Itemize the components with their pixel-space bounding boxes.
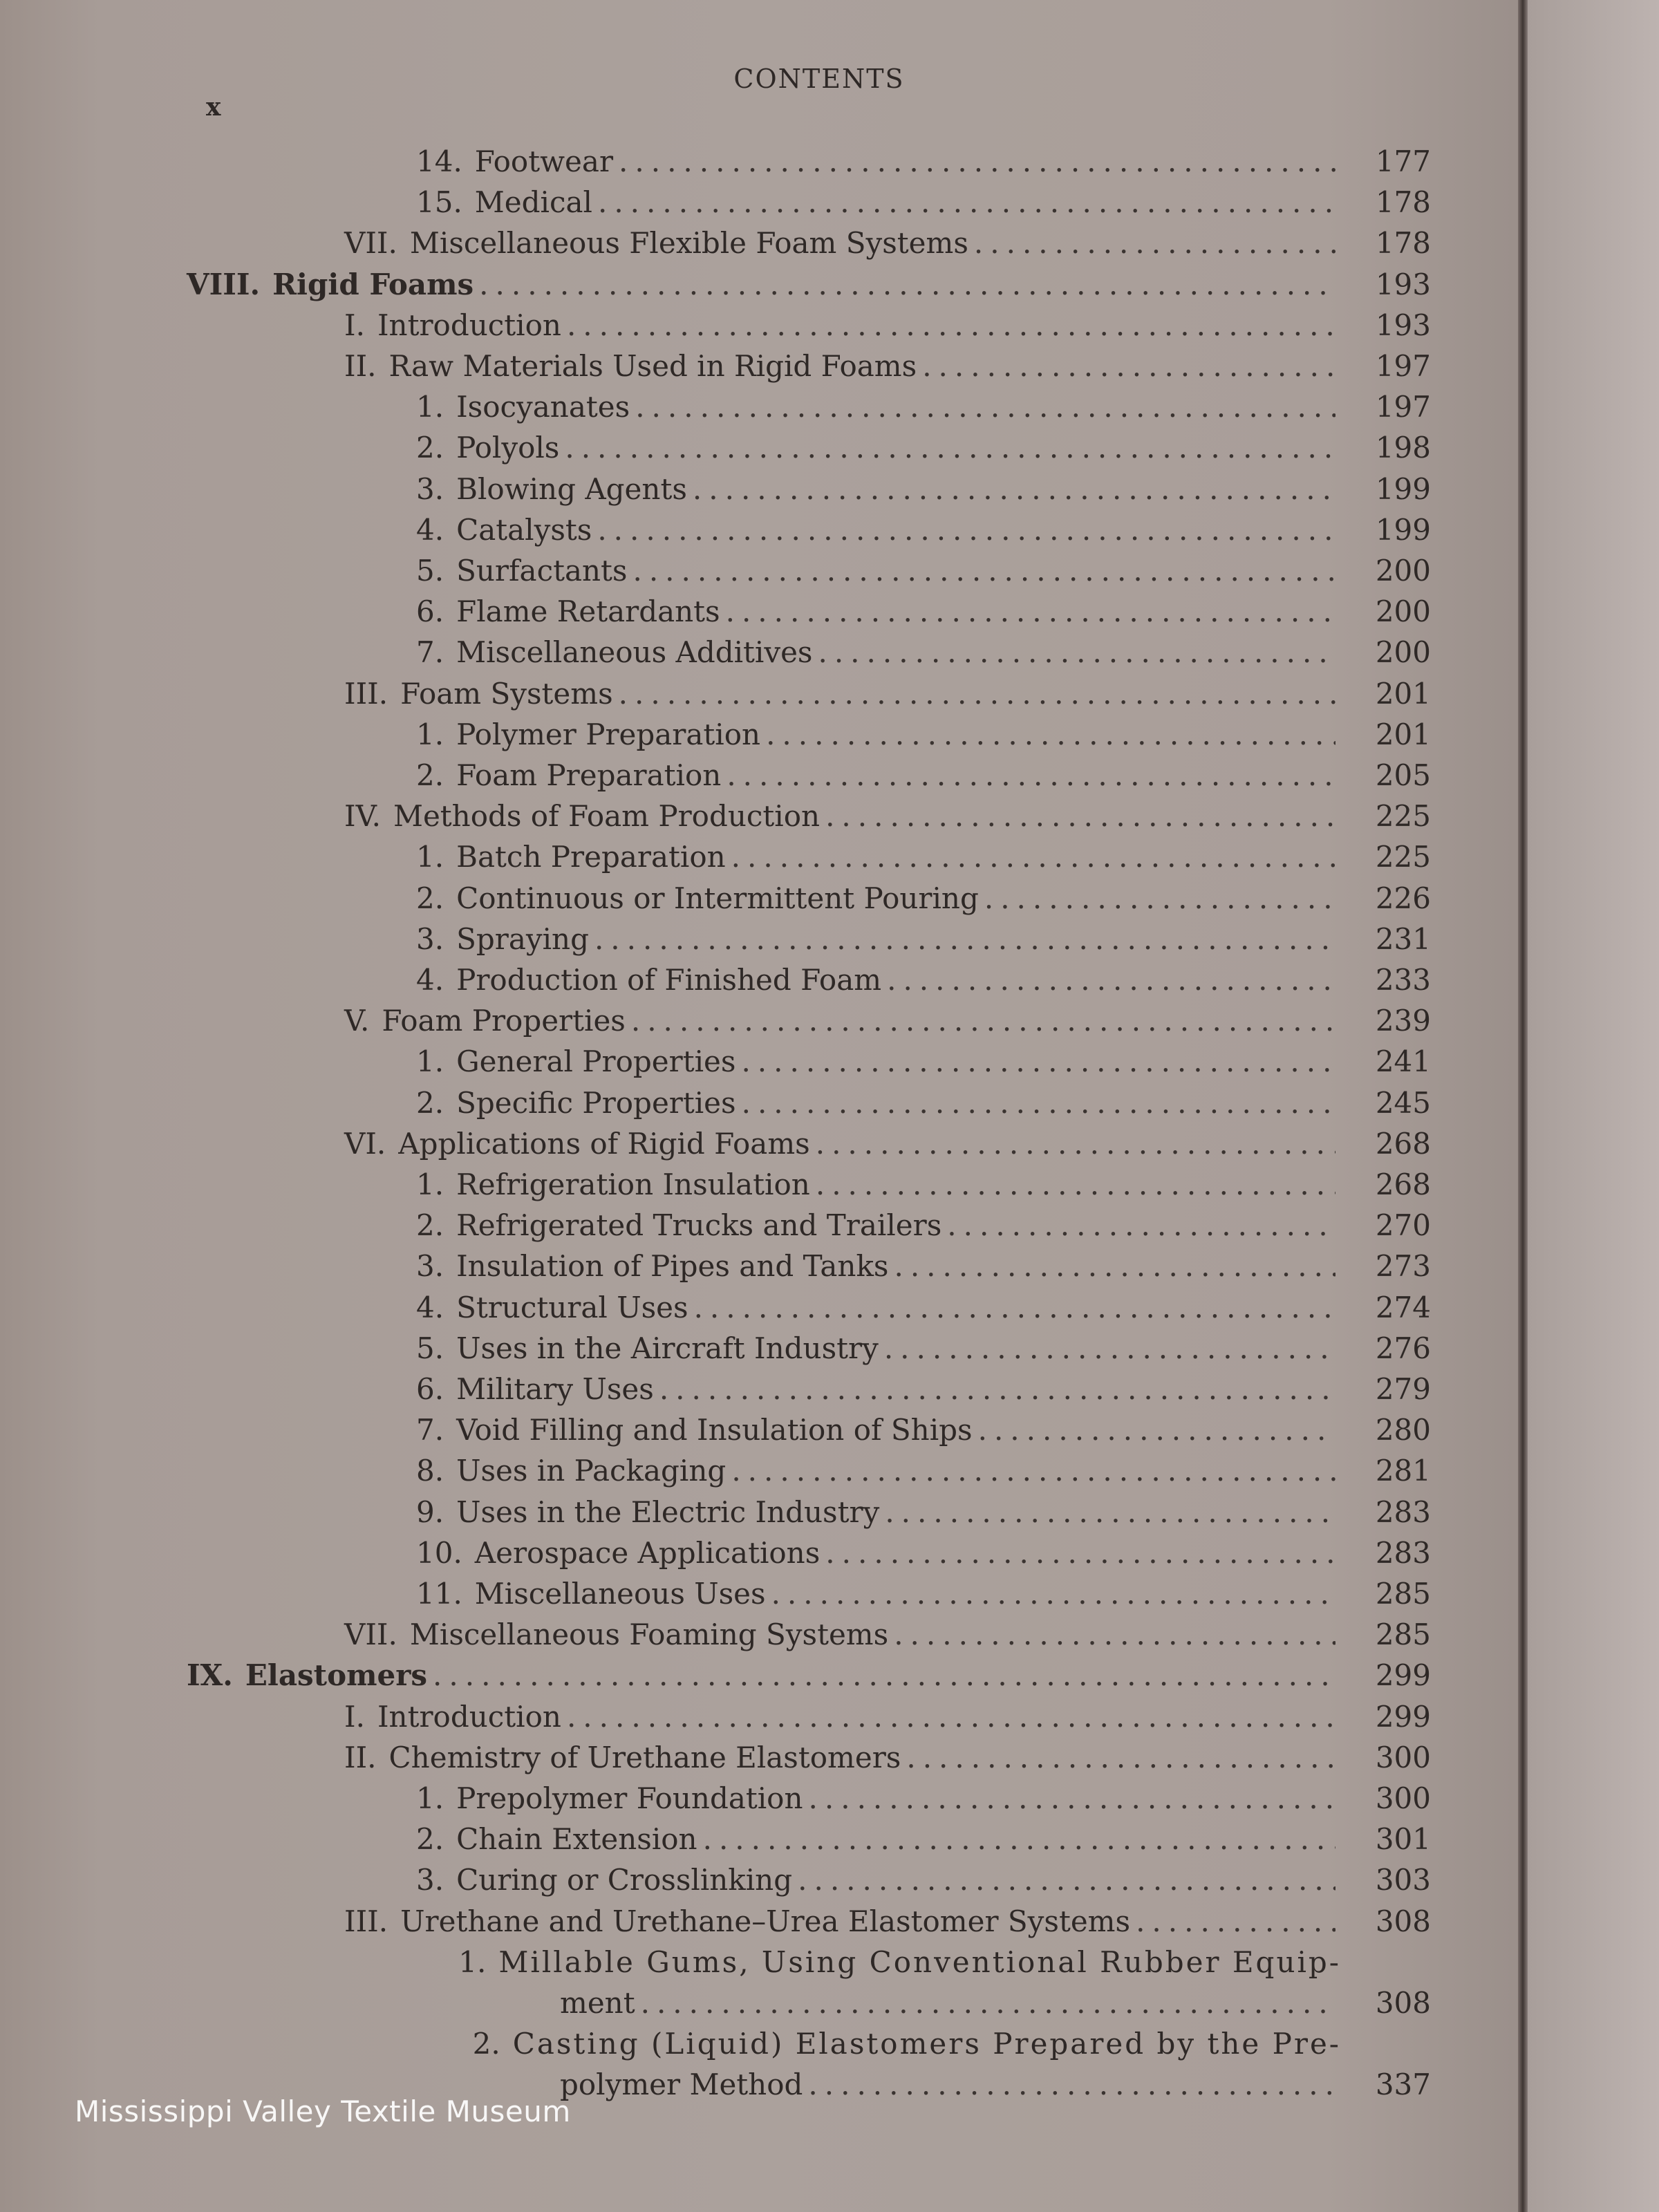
toc-entry: [416, 1246, 1341, 1286]
toc-entry-title: Chain Extension: [456, 1822, 697, 1857]
toc-entry-title: Flame Retardants: [456, 594, 720, 629]
toc-entry-number: III.: [344, 1904, 388, 1938]
toc-entry-page: 178: [1375, 185, 1431, 220]
dot-leader: [825, 1533, 1335, 1573]
dot-leader: [659, 1369, 1335, 1409]
toc-entry: [416, 1819, 1341, 1859]
toc-entry: [416, 1206, 1341, 1246]
dot-leader: [984, 879, 1335, 919]
toc-entry-number: 2.: [416, 431, 444, 465]
toc-entry-number: 1.: [416, 1168, 444, 1201]
toc-entry-number: IV.: [344, 799, 381, 834]
toc-entry-page: 268: [1375, 1126, 1431, 1161]
toc-entry-number: 6.: [416, 594, 444, 629]
toc-entry: [416, 182, 1341, 223]
toc-entry: [344, 223, 1341, 263]
toc-entry: [416, 1779, 1341, 1819]
toc-entry-number: VIII.: [187, 267, 261, 301]
toc-entry-number: 8.: [416, 1454, 444, 1488]
toc-entry-number: 5.: [416, 1331, 444, 1365]
toc-entry: [344, 1738, 1341, 1778]
toc-entry-page: 199: [1375, 471, 1431, 506]
toc-entry-title: ment: [560, 1986, 635, 2020]
toc-entry-title: Specific Properties: [456, 1085, 736, 1120]
toc-entry-title: Insulation of Pipes and Tanks: [456, 1249, 889, 1284]
toc-entry: [344, 674, 1341, 714]
toc-entry: [416, 715, 1341, 755]
toc-entry-title: Curing or Crosslinking: [456, 1863, 793, 1897]
toc-entry-page: 283: [1375, 1494, 1431, 1529]
toc-entry-number: VII.: [344, 1618, 397, 1652]
toc-entry: [416, 1451, 1341, 1491]
toc-entry-number: 4.: [416, 963, 444, 997]
toc-entry-number: IX.: [187, 1658, 233, 1693]
toc-entry: [344, 346, 1341, 386]
toc-entry: [187, 265, 1341, 305]
toc-entry-title: General Properties: [456, 1044, 736, 1079]
dot-leader: [641, 1983, 1335, 2023]
dot-leader: [567, 306, 1335, 346]
dot-leader: [798, 1860, 1335, 1900]
toc-entry-number: 2.: [416, 758, 444, 792]
dot-leader: [693, 469, 1335, 509]
toc-entry-page: 200: [1375, 594, 1431, 629]
toc-entry-page: 245: [1375, 1085, 1431, 1120]
toc-entry-number: VI.: [344, 1126, 386, 1161]
toc-entry-number: 2.: [416, 1208, 444, 1243]
toc-entry-title: Footwear: [474, 144, 614, 178]
toc-entry-page: 283: [1375, 1535, 1431, 1570]
toc-entry-page: 225: [1375, 799, 1431, 834]
toc-entry-number: 7.: [416, 1413, 444, 1447]
toc-entry-page: 239: [1375, 1004, 1431, 1038]
toc-entry-title: Uses in the Electric Industry: [456, 1494, 880, 1529]
dot-leader: [567, 1697, 1335, 1737]
toc-entry-title: Miscellaneous Flexible Foam Systems: [409, 226, 968, 261]
dot-leader: [742, 1083, 1335, 1123]
toc-entry-title: Applications of Rigid Foams: [398, 1126, 810, 1161]
toc-entry-page: 201: [1375, 676, 1431, 711]
toc-entry: [416, 428, 1341, 468]
dot-leader: [816, 1165, 1335, 1205]
toc-entry-page: 268: [1375, 1168, 1431, 1201]
dot-leader: [766, 715, 1335, 755]
dot-leader: [974, 223, 1335, 263]
toc-entry-number: 14.: [416, 144, 462, 178]
toc-entry-title: Elastomers: [245, 1658, 428, 1693]
toc-entry-number: 1.: [416, 390, 444, 424]
toc-entry-page: 177: [1375, 144, 1431, 178]
toc-entry-page: 337: [1375, 2068, 1431, 2102]
dot-leader: [632, 551, 1335, 591]
toc-entry-title: Military Uses: [456, 1372, 654, 1406]
toc-entry-page: 193: [1375, 308, 1431, 342]
toc-entry-number: 1.: [458, 1944, 487, 1979]
toc-entry: [416, 551, 1341, 591]
toc-entry-title: Foam Systems: [400, 676, 613, 711]
toc-entry: [416, 756, 1341, 796]
toc-entry-number: 11.: [416, 1577, 462, 1611]
toc-entry-title: Aerospace Applications: [474, 1535, 821, 1570]
toc-entry-title: Refrigeration Insulation: [456, 1168, 810, 1201]
toc-entry-page: 276: [1375, 1331, 1431, 1365]
toc-entry-number: 10.: [416, 1535, 462, 1570]
toc-entry-page: 198: [1375, 431, 1431, 465]
dot-leader: [433, 1656, 1335, 1696]
dot-leader: [978, 1410, 1335, 1450]
watermark: Mississippi Valley Textile Museum: [75, 2094, 571, 2128]
toc-entry-title: Miscellaneous Uses: [474, 1577, 766, 1611]
toc-entry-page: 201: [1375, 717, 1431, 751]
toc-entry-number: 2.: [472, 2027, 500, 2061]
toc-entry-title: Isocyanates: [456, 390, 630, 424]
toc-entry: [416, 1165, 1341, 1205]
toc-entry-title: Uses in the Aircraft Industry: [456, 1331, 879, 1365]
toc-entry-page: 200: [1375, 554, 1431, 588]
toc-entry-number: 1.: [416, 1781, 444, 1815]
toc-entry-title: Prepolymer Foundation: [456, 1781, 803, 1815]
toc-entry-title: polymer Method: [560, 2068, 803, 2102]
dot-leader: [818, 632, 1335, 673]
toc-entry-number: 4.: [416, 1290, 444, 1324]
toc-entry-title: Introduction: [377, 308, 561, 342]
toc-entry-title: Blowing Agents: [456, 471, 687, 506]
toc-entry-page: 274: [1375, 1290, 1431, 1324]
toc-entry-number: 5.: [416, 554, 444, 588]
toc-entry-number: I.: [344, 308, 365, 342]
dot-leader: [816, 1124, 1335, 1164]
toc-entry-title: Urethane and Urethane–Urea Elastomer Systems: [400, 1904, 1131, 1938]
toc-entry-page: 281: [1375, 1454, 1431, 1488]
dot-leader: [825, 796, 1335, 836]
toc-entry: [344, 306, 1341, 346]
toc-entry: [416, 1083, 1341, 1123]
toc-entry-page: 233: [1375, 963, 1431, 997]
dot-leader: [922, 346, 1335, 386]
dot-leader: [741, 1042, 1335, 1082]
toc-entry-number: 15.: [416, 185, 462, 220]
toc-entry-page: 303: [1375, 1863, 1431, 1897]
dot-leader: [726, 592, 1335, 632]
toc-entry-page: 231: [1375, 921, 1431, 956]
dot-leader: [619, 142, 1335, 182]
running-head: CONTENTS: [733, 64, 905, 94]
toc-entry-page: 199: [1375, 512, 1431, 547]
toc-entry-page: 300: [1375, 1781, 1431, 1815]
toc-entry-title: Void Filling and Insulation of Ships: [456, 1413, 973, 1447]
toc-entry-page: 178: [1375, 226, 1431, 261]
toc-entry-number: II.: [344, 1740, 377, 1774]
toc-entry-number: 2.: [416, 1085, 444, 1120]
toc-entry-page: 241: [1375, 1044, 1431, 1079]
toc-entry-number: 1.: [416, 717, 444, 751]
toc-entry-title: Foam Preparation: [456, 758, 722, 792]
toc-entry: [416, 142, 1341, 182]
toc-entry-page: 197: [1375, 349, 1431, 383]
toc-entry-title: Millable Gums, Using Conventional Rubber Equip-: [498, 1944, 1341, 1979]
toc-entry-number: 3.: [416, 471, 444, 506]
dot-leader: [947, 1206, 1335, 1246]
toc-entry: [560, 2065, 1341, 2105]
dot-leader: [479, 265, 1335, 305]
dot-leader: [894, 1615, 1335, 1655]
toc-entry: [344, 796, 1341, 836]
dot-leader: [703, 1819, 1335, 1859]
toc-entry: [416, 1042, 1341, 1082]
toc-entry-number: 3.: [416, 921, 444, 956]
toc-entry: [416, 960, 1341, 1000]
toc-entry-page: 200: [1375, 635, 1431, 670]
toc-entry-page: 225: [1375, 840, 1431, 874]
toc-entry-number: 6.: [416, 1372, 444, 1406]
dot-leader: [594, 919, 1335, 959]
toc-entry-page: 280: [1375, 1413, 1431, 1447]
dot-leader: [906, 1738, 1335, 1778]
toc-entry-page: 193: [1375, 267, 1431, 301]
toc-entry: [344, 1697, 1341, 1737]
toc-entry-page: 270: [1375, 1208, 1431, 1243]
toc-entry-page: 205: [1375, 758, 1431, 792]
toc-entry-page: 299: [1375, 1658, 1431, 1693]
toc-entry: [416, 510, 1341, 550]
toc-entry-title: Miscellaneous Additives: [456, 635, 813, 670]
toc-entry-number: III.: [344, 676, 388, 711]
dot-leader: [1136, 1902, 1335, 1942]
toc-entry-title: Introduction: [377, 1699, 561, 1734]
toc-entry-title: Continuous or Intermittent Pouring: [456, 881, 979, 915]
toc-entry-number: VII.: [344, 226, 397, 261]
toc-entry-page: 279: [1375, 1372, 1431, 1406]
toc-entry: [416, 592, 1341, 632]
toc-entry: [416, 2024, 1341, 2064]
toc-entry-title: Chemistry of Urethane Elastomers: [388, 1740, 901, 1774]
toc-entry-page: 226: [1375, 881, 1431, 915]
toc-entry-page: 301: [1375, 1822, 1431, 1857]
toc-entry-number: 2.: [416, 1822, 444, 1857]
toc-entry-title: Rigid Foams: [272, 267, 474, 301]
toc-entry-title: Surfactants: [456, 554, 628, 588]
toc-entry-title: Miscellaneous Foaming Systems: [409, 1618, 889, 1652]
toc-entry-page: 197: [1375, 390, 1431, 424]
toc-entry-number: 3.: [416, 1249, 444, 1284]
dot-leader: [565, 428, 1335, 468]
toc-entry: [187, 1656, 1341, 1696]
toc-entry: [416, 1288, 1341, 1328]
toc-entry-number: 7.: [416, 635, 444, 670]
toc-entry: [416, 1533, 1341, 1573]
dot-leader: [771, 1574, 1335, 1614]
toc-entry-page: 273: [1375, 1249, 1431, 1284]
toc-entry-page: 285: [1375, 1618, 1431, 1652]
toc-entry-title: Casting (Liquid) Elastomers Prepared by the Pre-: [512, 2027, 1341, 2061]
toc-entry-title: Raw Materials Used in Rigid Foams: [388, 349, 917, 383]
toc-entry-number: V.: [344, 1004, 370, 1038]
toc-entry-title: Structural Uses: [456, 1290, 688, 1324]
toc-entry-number: I.: [344, 1699, 365, 1734]
toc-entry-title: Spraying: [456, 921, 589, 956]
toc-entry: [416, 1492, 1341, 1533]
toc-entry-title: Catalysts: [456, 512, 592, 547]
dot-leader: [887, 960, 1335, 1000]
dot-leader: [635, 387, 1335, 427]
toc-entry: [416, 1860, 1341, 1900]
toc-entry: [416, 469, 1341, 509]
dot-leader: [731, 837, 1335, 877]
toc-entry-number: 1.: [416, 1044, 444, 1079]
toc-entry-number: 2.: [416, 881, 444, 915]
dot-leader: [597, 510, 1335, 550]
dot-leader: [885, 1492, 1335, 1533]
toc-entry-title: Uses in Packaging: [456, 1454, 727, 1488]
toc-entry-title: Refrigerated Trucks and Trailers: [456, 1208, 942, 1243]
toc-entry-page: 299: [1375, 1699, 1431, 1734]
toc-entry: [344, 1001, 1341, 1041]
dot-leader: [631, 1001, 1335, 1041]
toc-entry-number: II.: [344, 349, 377, 383]
toc-entry-page: 300: [1375, 1740, 1431, 1774]
toc-entry: [416, 1369, 1341, 1409]
toc-entry: [416, 837, 1341, 877]
dot-leader: [884, 1329, 1335, 1369]
toc-entry-number: 4.: [416, 512, 444, 547]
toc-entry: [416, 1410, 1341, 1450]
dot-leader: [894, 1246, 1335, 1286]
toc-entry-title: Batch Preparation: [456, 840, 726, 874]
toc-entry: [560, 1983, 1341, 2023]
dot-leader: [731, 1451, 1335, 1491]
toc-entry: [416, 632, 1341, 673]
toc-entry-page: 308: [1375, 1986, 1431, 2020]
toc-entry-number: 1.: [416, 840, 444, 874]
toc-entry: [416, 1329, 1341, 1369]
toc-entry-title: Production of Finished Foam: [456, 963, 882, 997]
dot-leader: [694, 1288, 1335, 1328]
toc-entry: [416, 1942, 1341, 1983]
toc-entry-title: Methods of Foam Production: [393, 799, 821, 834]
toc-entry: [344, 1124, 1341, 1164]
dot-leader: [727, 756, 1335, 796]
dot-leader: [808, 2065, 1335, 2105]
page-number: x: [206, 93, 221, 122]
toc-entry-number: 9.: [416, 1494, 444, 1529]
toc-entry-page: 308: [1375, 1904, 1431, 1938]
toc-entry-page: 285: [1375, 1577, 1431, 1611]
toc-entry-title: Polyols: [456, 431, 560, 465]
toc-entry: [416, 387, 1341, 427]
dot-leader: [598, 182, 1335, 223]
dot-leader: [619, 674, 1335, 714]
dot-leader: [809, 1779, 1335, 1819]
toc-entry-title: Foam Properties: [382, 1004, 626, 1038]
toc-entry: [344, 1615, 1341, 1655]
toc-entry-title: Medical: [474, 185, 592, 220]
toc-entry-title: Polymer Preparation: [456, 717, 761, 751]
toc-entry: [416, 919, 1341, 959]
toc-entry: [416, 879, 1341, 919]
toc-entry-number: 3.: [416, 1863, 444, 1897]
toc-entry: [344, 1902, 1341, 1942]
toc-entry: [416, 1574, 1341, 1614]
